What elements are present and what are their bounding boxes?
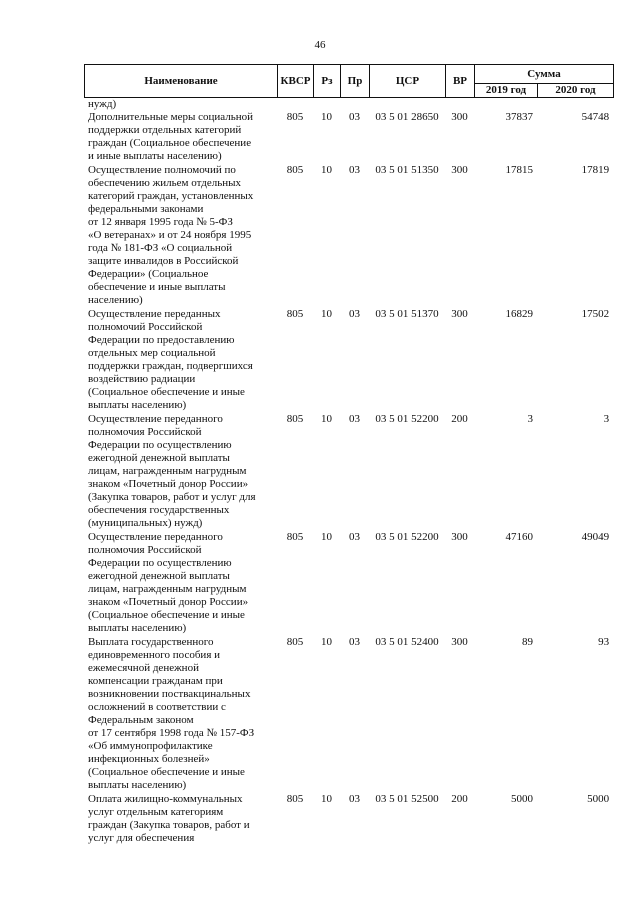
row-vr: 300 [451,164,468,176]
page-number: 46 [314,39,326,51]
row-rz: 10 [321,793,332,805]
row-kvsr: 805 [286,413,304,425]
continuation-text: нужд) [88,98,117,110]
row-csr: 03 5 01 52200 [375,413,439,425]
row-kvsr: 805 [286,164,304,176]
table-row [84,531,613,636]
col-header-kvsr: КВСР [278,65,314,98]
row-vr: 300 [451,111,468,123]
row-name: Осуществление полномочий по обеспечению жильем отдельных категорий граждан, установленных федеральными законами от 12 января 1995 года № 5-ФЗ «О ветеранах» и от 24 ноября 1995 года № 181-ФЗ «О социальной защите инвалидов в Российской Федерации» (Социальное обеспечение и иные выплаты населению) [88,164,254,306]
row-sum-2020: 3 [603,413,610,425]
row-csr: 03 5 01 52500 [375,793,439,805]
row-sum-2020: 17502 [581,308,610,320]
row-csr: 03 5 01 52200 [375,531,439,543]
row-kvsr: 805 [286,793,304,805]
row-pr: 03 [349,308,360,320]
row-rz: 10 [321,164,332,176]
row-csr: 03 5 01 51350 [375,164,439,176]
row-kvsr: 805 [286,308,304,320]
row-csr: 03 5 01 28650 [375,111,439,123]
row-sum-2020: 93 [598,636,610,648]
row-name: Дополнительные меры социальной поддержки отдельных категорий граждан (Социальное обеспечение и иные выплаты населению) [88,111,254,162]
row-pr: 03 [349,413,360,425]
table-row [84,164,613,308]
row-vr: 300 [451,531,468,543]
row-rz: 10 [321,636,332,648]
row-csr: 03 5 01 52400 [375,636,439,648]
row-pr: 03 [349,636,360,648]
row-pr: 03 [349,531,360,543]
col-header-2020: 2020 год [538,84,614,98]
row-sum-2019: 3 [527,413,533,425]
table-row [84,308,613,413]
col-header-2019: 2019 год [475,84,538,98]
row-pr: 03 [349,164,360,176]
table-row [84,636,613,793]
row-pr: 03 [349,793,360,805]
row-name: Оплата жилищно-коммунальных услуг отдельным категориям граждан (Закупка товаров, работ и услуг для обеспечения [88,793,250,844]
row-sum-2020: 5000 [587,793,610,805]
row-name: Осуществление переданного полномочия Российской Федерации по осуществлению ежегодной денежной выплаты лицам, награжденным нагрудным знаком «Почетный донор России» (Социальное обеспечение и иные выплаты населению) [88,531,249,634]
row-sum-2020: 49049 [581,531,610,543]
row-name: Выплата государственного единовременного пособия и ежемесячной денежной компенсации гражданам при возникновении поствакцинальных осложнений в соответствии с Федеральным законом от 17 сентября 1998 года № 157-ФЗ «Об иммунопрофилактике инфекционных болезней» (Социальное обеспечение и иные выплаты населению) [88,636,255,791]
row-sum-2020: 17819 [581,164,610,176]
row-csr: 03 5 01 51370 [375,308,439,320]
row-rz: 10 [321,413,332,425]
row-kvsr: 805 [286,636,304,648]
table-header [84,64,614,98]
row-vr: 300 [451,308,468,320]
col-header-vr: ВР [446,65,475,98]
row-name: Осуществление переданных полномочий Российской Федерации по предоставлению отдельных мер социальной поддержки граждан, подвергшихся воздействию радиации (Социальное обеспечение и иные выплаты населению) [88,308,253,411]
row-kvsr: 805 [286,531,304,543]
col-header-sum: Сумма [475,65,614,84]
table-row [84,793,613,846]
row-sum-2019: 37837 [505,111,533,123]
col-header-rz: Рз [314,65,341,98]
col-header-name: Наименование [85,65,278,98]
row-rz: 10 [321,111,332,123]
row-pr: 03 [349,111,360,123]
budget-table [84,98,613,846]
row-rz: 10 [321,531,332,543]
row-rz: 10 [321,308,332,320]
row-sum-2019: 16829 [505,308,533,320]
row-vr: 200 [451,413,468,425]
table-row [84,413,613,531]
row-sum-2020: 54748 [581,111,610,123]
table-row [84,111,613,164]
row-sum-2019: 47160 [505,531,533,543]
row-sum-2019: 89 [522,636,533,648]
row-vr: 200 [451,793,468,805]
row-name: Осуществление переданного полномочия Российской Федерации по осуществлению ежегодной денежной выплаты лицам, награжденным нагрудным знаком «Почетный донор России» (Закупка товаров, работ и услуг для обеспечения государственных (муниципальных) нужд) [88,413,256,529]
col-header-csr: ЦСР [370,65,446,98]
row-sum-2019: 17815 [505,164,533,176]
row-sum-2019: 5000 [511,793,533,805]
col-header-pr: Пр [341,65,370,98]
row-kvsr: 805 [286,111,304,123]
row-vr: 300 [451,636,468,648]
